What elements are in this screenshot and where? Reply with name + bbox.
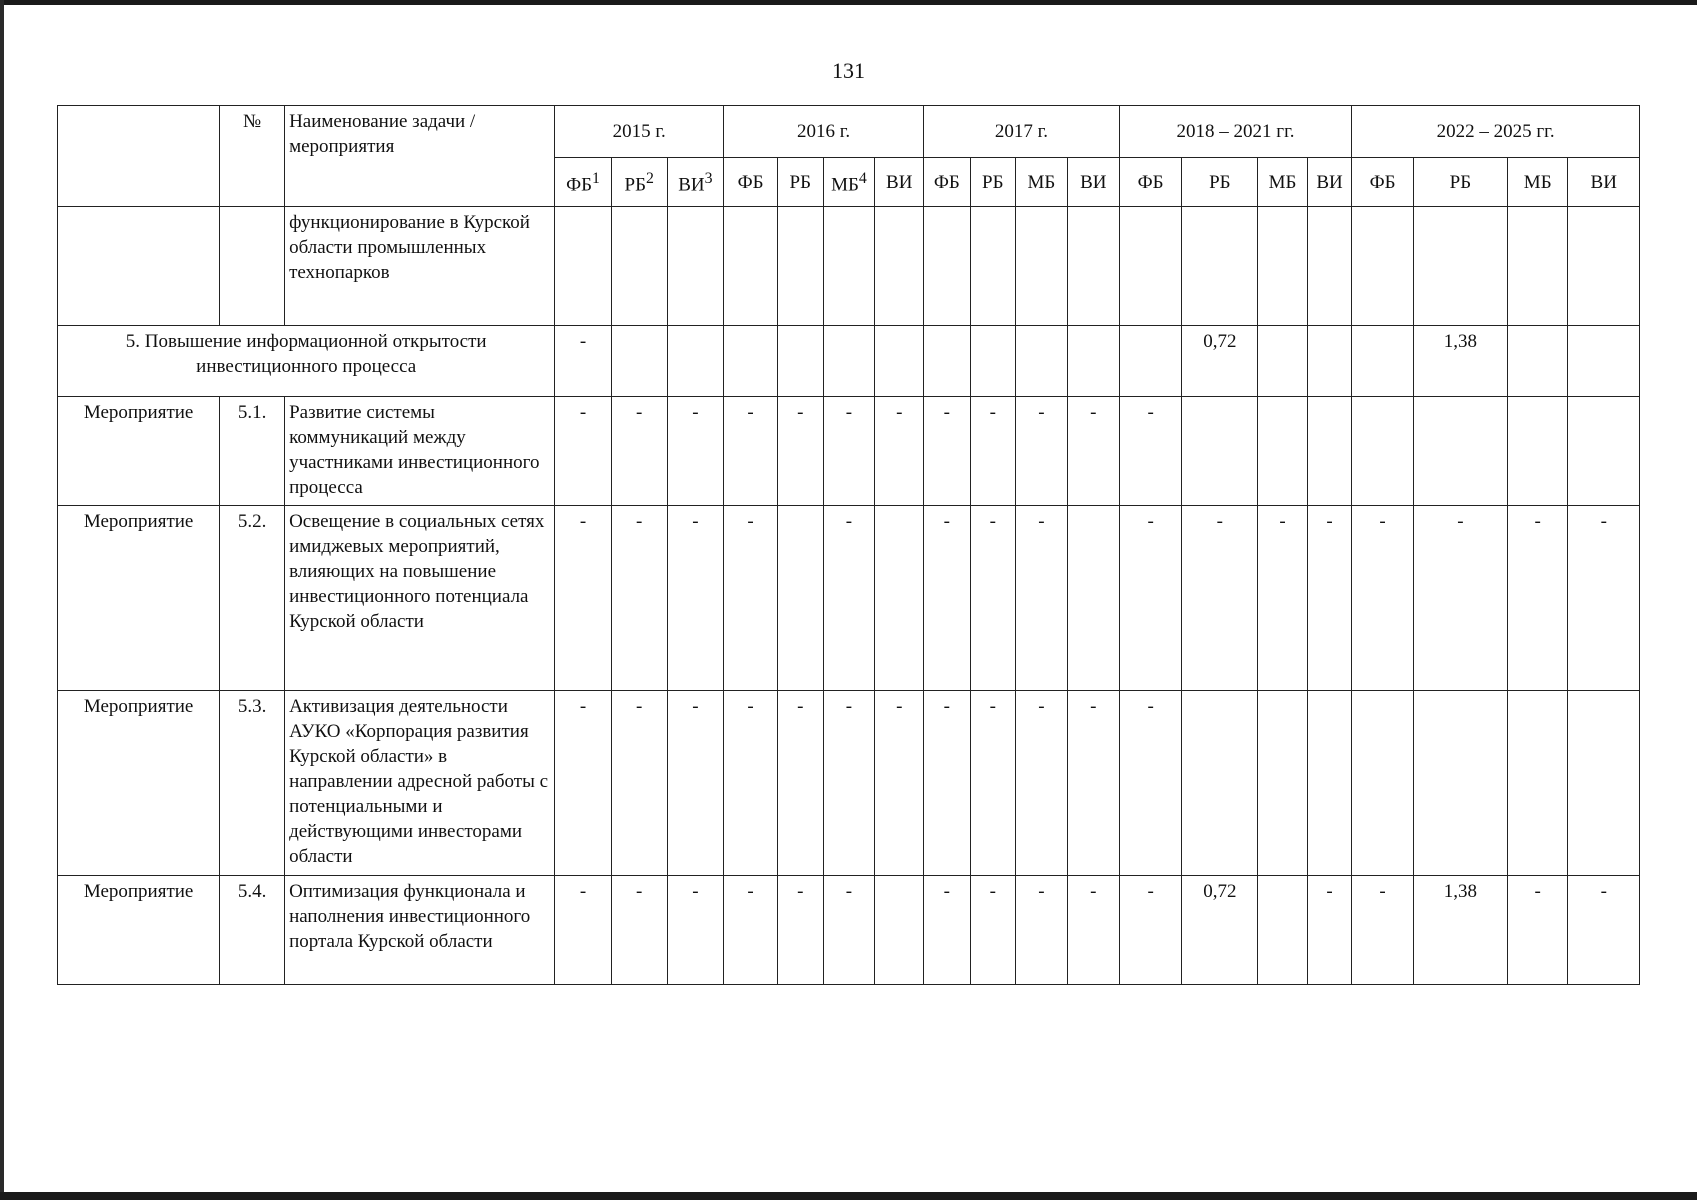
value-cell: [1507, 326, 1568, 397]
value-cell: -: [724, 876, 778, 985]
source-mb-2018-2021: МБ: [1258, 158, 1308, 207]
value-cell: [1307, 691, 1351, 876]
value-cell: -: [555, 876, 611, 985]
value-cell: -: [611, 397, 667, 506]
header-years-2018-2021: 2018 – 2021 гг.: [1119, 106, 1351, 158]
header-row-years: [58, 106, 1640, 158]
value-cell: -: [778, 691, 823, 876]
value-cell: -: [970, 397, 1015, 506]
value-cell: [1067, 506, 1119, 691]
value-cell: [823, 207, 875, 326]
value-cell: 1,38: [1413, 326, 1507, 397]
value-cell: [778, 207, 823, 326]
value-cell: -: [611, 506, 667, 691]
value-cell: -: [1119, 397, 1182, 506]
value-cell: [1258, 397, 1308, 506]
value-cell: -: [924, 691, 970, 876]
value-cell: 0,72: [1182, 876, 1258, 985]
value-cell: [1352, 397, 1414, 506]
value-cell: -: [924, 506, 970, 691]
value-cell: [1413, 691, 1507, 876]
value-cell: -: [667, 397, 723, 506]
source-fb-2016: ФБ: [724, 158, 778, 207]
source-mb-2022-2025: МБ: [1507, 158, 1568, 207]
value-cell: -: [667, 876, 723, 985]
table-header: [58, 106, 1640, 207]
value-cell: -: [1413, 506, 1507, 691]
value-cell: [875, 506, 924, 691]
value-cell: [1182, 397, 1258, 506]
value-cell: -: [555, 326, 611, 397]
scan-edge-top: [0, 0, 1697, 5]
value-cell: [1507, 207, 1568, 326]
source-fb-2017: ФБ: [924, 158, 970, 207]
value-cell: 1,38: [1413, 876, 1507, 985]
value-cell: [1507, 397, 1568, 506]
value-cell: [970, 207, 1015, 326]
header-year-2015: 2015 г.: [555, 106, 724, 158]
value-cell: [667, 326, 723, 397]
value-cell: [1413, 207, 1507, 326]
value-cell: [1182, 691, 1258, 876]
value-cell: [667, 207, 723, 326]
value-cell: -: [1507, 506, 1568, 691]
value-cell: -: [724, 397, 778, 506]
value-cell: -: [875, 397, 924, 506]
value-cell: -: [1352, 876, 1414, 985]
value-cell: [1182, 207, 1258, 326]
source-fb-2022-2025: ФБ: [1352, 158, 1414, 207]
value-cell: [1258, 207, 1308, 326]
value-cell: [1258, 326, 1308, 397]
value-cell: -: [970, 876, 1015, 985]
value-cell: [611, 207, 667, 326]
value-cell: -: [724, 691, 778, 876]
source-rb-2016: РБ: [778, 158, 823, 207]
value-cell: [1067, 207, 1119, 326]
source-vi-2015: $ВИ^3$: [667, 158, 723, 207]
value-cell: -: [1015, 397, 1067, 506]
value-cell: -: [778, 876, 823, 985]
table-row-event: [58, 691, 1640, 876]
value-cell: [1352, 326, 1414, 397]
value-cell: [924, 207, 970, 326]
source-rb-2017: РБ: [970, 158, 1015, 207]
value-cell: -: [823, 397, 875, 506]
value-cell: -: [1067, 876, 1119, 985]
value-cell: -: [1307, 876, 1351, 985]
value-cell: [1352, 207, 1414, 326]
value-cell: [1307, 326, 1351, 397]
scan-edge-left: [0, 0, 4, 1200]
value-cell: -: [611, 691, 667, 876]
header-name-column: Наименование задачи / мероприятия: [285, 106, 555, 207]
number-cell: 5.1.: [220, 397, 285, 506]
value-cell: -: [823, 506, 875, 691]
value-cell: -: [1015, 876, 1067, 985]
value-cell: [778, 326, 823, 397]
value-cell: -: [970, 691, 1015, 876]
value-cell: -: [1568, 876, 1640, 985]
value-cell: -: [555, 506, 611, 691]
source-vi-2017: ВИ: [1067, 158, 1119, 207]
header-type-column: [58, 106, 220, 207]
value-cell: [555, 207, 611, 326]
value-cell: -: [1119, 691, 1182, 876]
source-vi-2022-2025: ВИ: [1568, 158, 1640, 207]
header-year-2016: 2016 г.: [724, 106, 924, 158]
value-cell: -: [1067, 397, 1119, 506]
name-cell: Развитие системы коммуникаций между участниками инвестиционного процесса: [285, 397, 555, 506]
value-cell: -: [970, 506, 1015, 691]
value-cell: -: [1568, 506, 1640, 691]
header-years-2022-2025: 2022 – 2025 гг.: [1352, 106, 1640, 158]
value-cell: -: [667, 506, 723, 691]
source-mb-2016: $МБ^4$: [823, 158, 875, 207]
value-cell: [1413, 397, 1507, 506]
type-cell: Мероприятие: [58, 506, 220, 691]
value-cell: -: [1015, 691, 1067, 876]
scan-edge-bottom: [0, 1192, 1697, 1200]
value-cell: [970, 326, 1015, 397]
value-cell: -: [823, 876, 875, 985]
name-cell: Активизация деятельности АУКО «Корпорация развития Курской области» в направлении адресной работы с потенциальными и действующими инвесторами области: [285, 691, 555, 876]
value-cell: [724, 207, 778, 326]
value-cell: -: [611, 876, 667, 985]
number-cell: 5.3.: [220, 691, 285, 876]
value-cell: [1119, 326, 1182, 397]
value-cell: [1352, 691, 1414, 876]
value-cell: [924, 326, 970, 397]
number-cell: 5.4.: [220, 876, 285, 985]
source-rb-2022-2025: РБ: [1413, 158, 1507, 207]
value-cell: [1568, 397, 1640, 506]
value-cell: -: [1015, 506, 1067, 691]
source-rb-2015: $РБ^2$: [611, 158, 667, 207]
source-fb-2018-2021: ФБ: [1119, 158, 1182, 207]
number-cell: [220, 207, 285, 326]
value-cell: -: [1307, 506, 1351, 691]
source-rb-2018-2021: РБ: [1182, 158, 1258, 207]
header-year-2017: 2017 г.: [924, 106, 1120, 158]
value-cell: -: [1119, 876, 1182, 985]
type-cell: Мероприятие: [58, 691, 220, 876]
value-cell: [1258, 691, 1308, 876]
value-cell: 0,72: [1182, 326, 1258, 397]
value-cell: [823, 326, 875, 397]
value-cell: [778, 506, 823, 691]
value-cell: -: [875, 691, 924, 876]
value-cell: -: [1182, 506, 1258, 691]
name-cell: Оптимизация функционала и наполнения инвестиционного портала Курской области: [285, 876, 555, 985]
source-mb-2017: МБ: [1015, 158, 1067, 207]
value-cell: -: [1352, 506, 1414, 691]
source-vi-2016: ВИ: [875, 158, 924, 207]
name-cell: функционирование в Курской области промышленных технопарков: [285, 207, 555, 326]
type-cell: Мероприятие: [58, 876, 220, 985]
value-cell: [1568, 207, 1640, 326]
number-cell: 5.2.: [220, 506, 285, 691]
value-cell: -: [555, 397, 611, 506]
value-cell: -: [1507, 876, 1568, 985]
value-cell: [1568, 326, 1640, 397]
value-cell: [875, 207, 924, 326]
source-fb-2015: $ФБ^1$: [555, 158, 611, 207]
value-cell: [611, 326, 667, 397]
value-cell: [1015, 326, 1067, 397]
value-cell: -: [1067, 691, 1119, 876]
table-row-section: [58, 326, 1640, 397]
value-cell: -: [778, 397, 823, 506]
type-cell: Мероприятие: [58, 397, 220, 506]
value-cell: [1507, 691, 1568, 876]
value-cell: [875, 876, 924, 985]
value-cell: [1119, 207, 1182, 326]
value-cell: [1067, 326, 1119, 397]
value-cell: [1568, 691, 1640, 876]
table-row-event: [58, 506, 1640, 691]
value-cell: -: [1119, 506, 1182, 691]
header-number-column: №: [220, 106, 285, 207]
value-cell: [1258, 876, 1308, 985]
type-cell: [58, 207, 220, 326]
value-cell: [875, 326, 924, 397]
value-cell: -: [555, 691, 611, 876]
page-number: 131: [832, 58, 865, 83]
value-cell: -: [924, 397, 970, 506]
value-cell: -: [724, 506, 778, 691]
section-title: 5. Повышение информационной открытости инвестиционного процесса: [58, 326, 555, 397]
value-cell: -: [924, 876, 970, 985]
source-vi-2018-2021: ВИ: [1307, 158, 1351, 207]
table-body: [58, 207, 1640, 985]
value-cell: [1307, 397, 1351, 506]
table-row-continuation: [58, 207, 1640, 326]
value-cell: -: [667, 691, 723, 876]
value-cell: [724, 326, 778, 397]
table-row-event: [58, 397, 1640, 506]
value-cell: [1015, 207, 1067, 326]
funding-table: [57, 105, 1640, 985]
name-cell: Освещение в социальных сетях имиджевых мероприятий, влияющих на повышение инвестиционного потенциала Курской области: [285, 506, 555, 691]
value-cell: -: [823, 691, 875, 876]
table-row-event: [58, 876, 1640, 985]
value-cell: [1307, 207, 1351, 326]
value-cell: -: [1258, 506, 1308, 691]
